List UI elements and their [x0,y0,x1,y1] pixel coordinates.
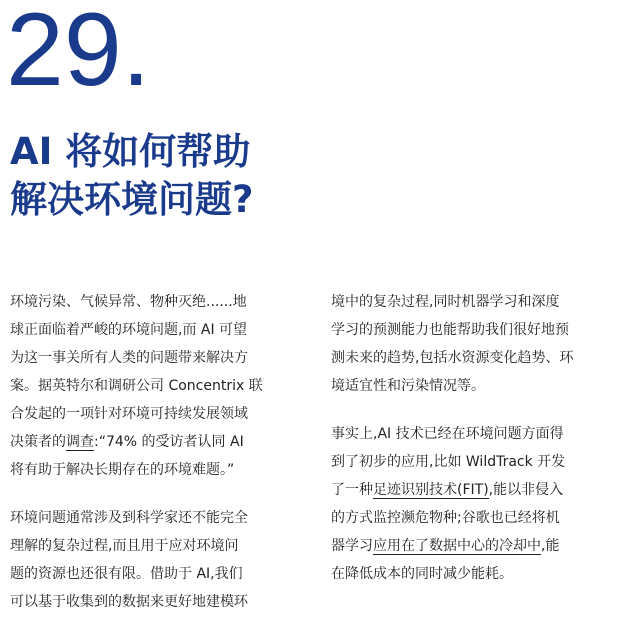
survey-link[interactable]: 调查 [66,434,94,450]
text-line: 境适宜性和污染情况等。 [331,378,485,394]
text-line: 测未来的趋势,包括水资源变化趋势、环 [331,350,574,366]
text-line [10,428,292,456]
text-fragment: :“74% 的受访者认同 AI [94,434,244,450]
text-fragment: ,能 [541,538,560,554]
left-column [10,288,292,616]
title-line-1: AI 将如何帮助 [10,130,251,173]
text-line: 到了初步的应用,比如 WildTrack 开发 [331,454,566,470]
text-line: 事实上,AI 技术已经在环境问题方面得 [331,426,564,442]
text-fragment: 决策者的 [10,434,66,450]
fit-link[interactable]: 足迹识别技术(FIT) [373,482,489,498]
text-fragment: 器学习 [331,538,373,554]
text-line: 环境污染、气候异常、物种灭绝......地 [10,294,247,310]
text-line: 学习的预测能力也能帮助我们很好地预 [331,322,569,338]
paragraph-gap [10,484,292,504]
text-line: 为这一事关所有人类的问题带来解决方 [10,350,248,366]
text-line [331,532,613,560]
text-line: 环境问题通常涉及到科学家还不能完全 [10,510,248,526]
text-line: 题的资源也还很有限。借助于 AI,我们 [10,566,243,582]
text-line: 案。据英特尔和调研公司 Concentrix 联 [10,378,263,394]
text-line: 可以基于收集到的数据来更好地建模环 [10,594,248,610]
data-center-cooling-link[interactable]: 应用在了数据中心的冷却中 [373,538,541,554]
right-column [331,288,613,588]
text-line: 将有助于解决长期存在的环境难题。” [10,462,235,478]
text-line: 球正面临着严峻的环境问题,而 AI 可望 [10,322,248,338]
section-number: 29. [6,0,151,108]
text-line: 理解的复杂过程,而且用于应对环境问 [10,538,239,554]
text-line [331,476,613,504]
section-title [10,128,253,224]
text-line: 境中的复杂过程,同时机器学习和深度 [331,294,560,310]
text-fragment: ,能以非侵入 [488,482,564,498]
text-line: 合发起的一项针对环境可持续发展领域 [10,406,248,422]
text-line: 在降低成本的同时减少能耗。 [331,566,513,582]
text-fragment: 了一种 [331,482,373,498]
text-line: 的方式监控濒危物种;谷歌也已经将机 [331,510,560,526]
title-line-2: 解决环境问题? [10,178,254,221]
paragraph-gap [331,400,613,420]
